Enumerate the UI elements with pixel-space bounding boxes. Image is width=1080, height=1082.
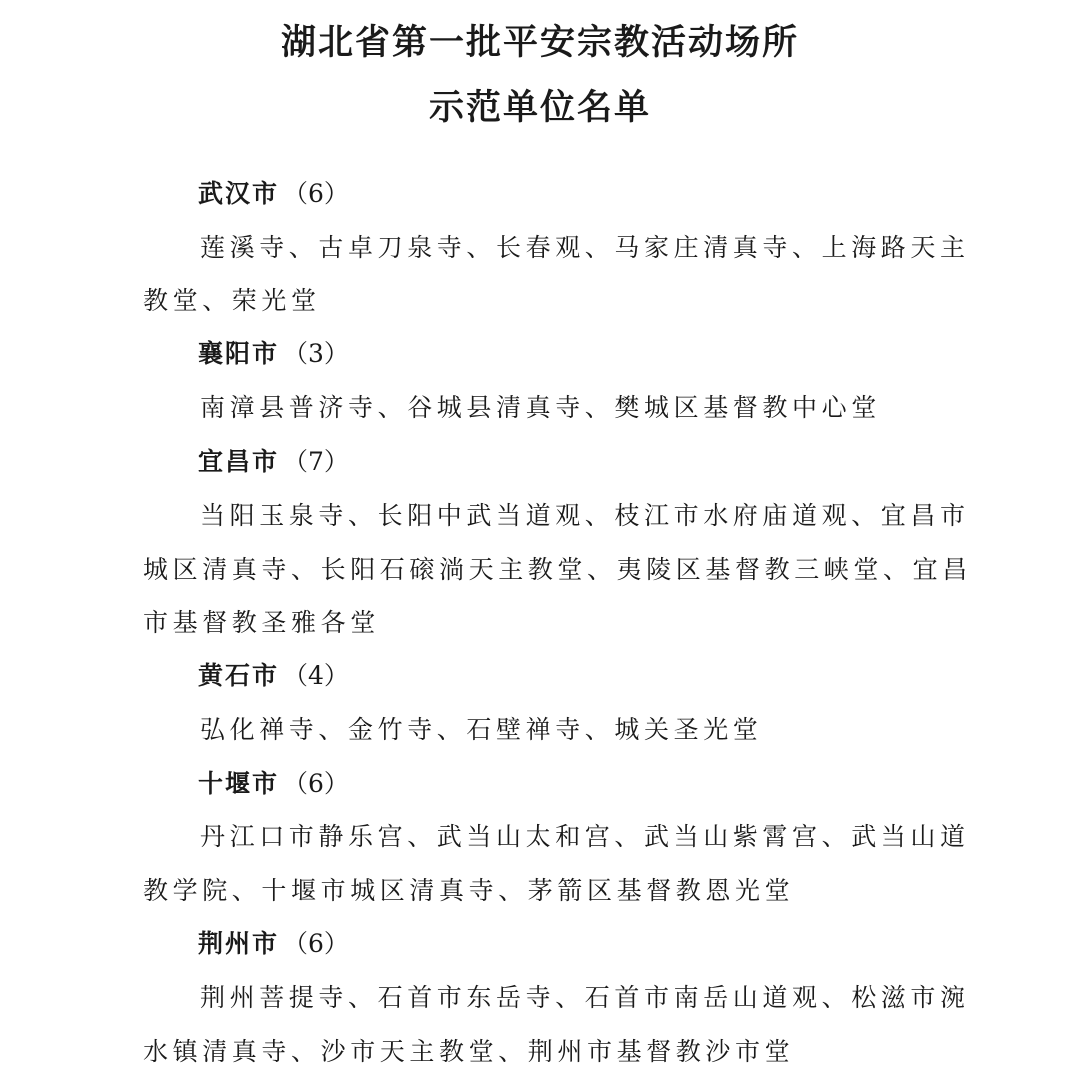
city-heading-jingzhou: [198, 931, 349, 956]
city-name: 荆州市: [198, 929, 280, 958]
city-heading-xiangyang: [198, 341, 349, 366]
document-title-line-1: 湖北省第一批平安宗教活动场所: [280, 23, 799, 63]
site-list-line: 教堂、荣光堂: [143, 286, 321, 315]
city-count: （3）: [283, 339, 349, 368]
city-name: 黄石市: [198, 661, 280, 690]
city-name: 十堰市: [198, 769, 280, 798]
city-name: 武汉市: [198, 179, 280, 208]
site-list-line: 荆州菩提寺、石首市东岳寺、石首市南岳山道观、松滋市涴: [200, 983, 970, 1012]
city-name: 宜昌市: [198, 447, 280, 476]
site-list-line: 莲溪寺、古卓刀泉寺、长春观、马家庄清真寺、上海路天主: [200, 233, 970, 262]
city-name: 襄阳市: [198, 339, 280, 368]
site-list-line: 市基督教圣雅各堂: [143, 608, 380, 637]
city-count: （4）: [283, 661, 349, 690]
document-title-line-2: 示范单位名单: [428, 88, 651, 128]
site-list-line: 水镇清真寺、沙市天主教堂、荆州市基督教沙市堂: [143, 1037, 795, 1066]
city-heading-huangshi: [198, 663, 349, 688]
city-count: （6）: [283, 179, 349, 208]
city-count: （6）: [283, 769, 349, 798]
city-heading-yichang: [198, 449, 349, 474]
site-list-line: 教学院、十堰市城区清真寺、茅箭区基督教恩光堂: [143, 876, 795, 905]
site-list-line: 丹江口市静乐宫、武当山太和宫、武当山紫霄宫、武当山道: [200, 822, 970, 851]
city-heading-wuhan: [198, 181, 349, 206]
site-list-line: 弘化禅寺、金竹寺、石壁禅寺、城关圣光堂: [200, 715, 763, 744]
site-list-line: 城区清真寺、长阳石磙淌天主教堂、夷陵区基督教三峡堂、宜昌: [143, 555, 972, 584]
city-heading-shiyan: [198, 771, 349, 796]
site-list-line: 当阳玉泉寺、长阳中武当道观、枝江市水府庙道观、宜昌市: [200, 501, 970, 530]
city-count: （6）: [283, 929, 349, 958]
site-list-line: 南漳县普济寺、谷城县清真寺、樊城区基督教中心堂: [200, 393, 881, 422]
city-count: （7）: [283, 447, 349, 476]
